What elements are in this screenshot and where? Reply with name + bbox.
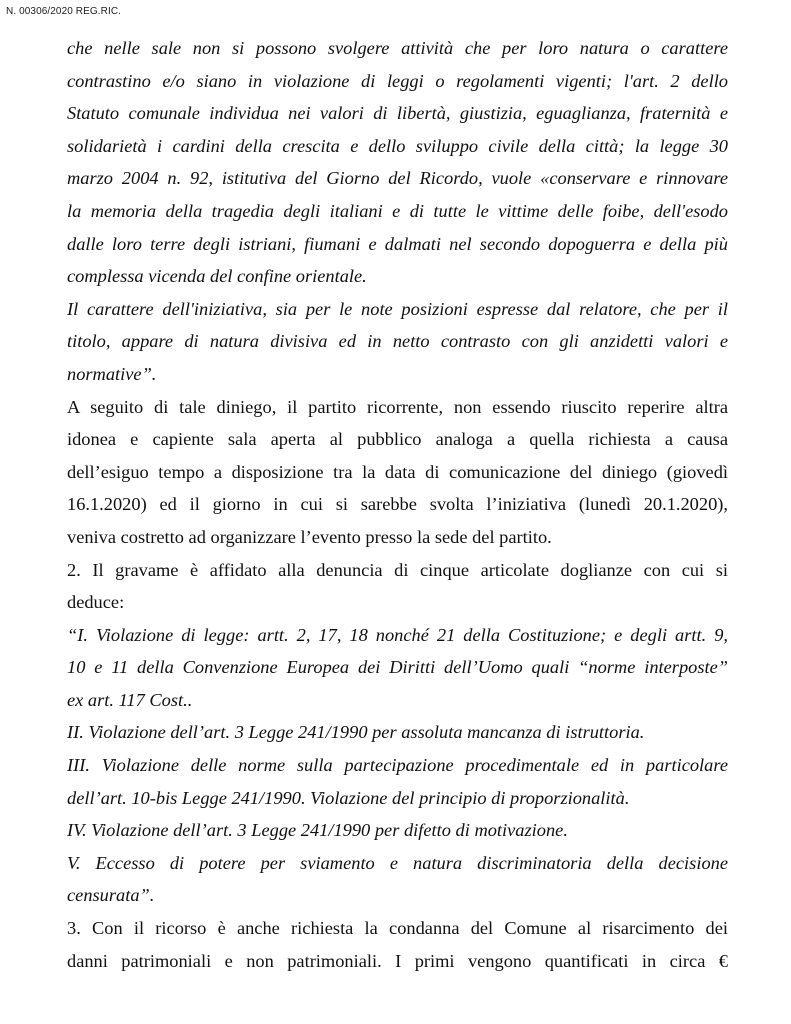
text-line: 3. Con il ricorso è anche richiesta la condanna del Comune al risarcimento dei	[67, 918, 728, 939]
text-line: V. Eccesso di potere per sviamento e natura discriminatoria della decisione	[67, 852, 728, 873]
text-line: deduce:	[67, 592, 125, 613]
text-line: titolo, appare di natura divisiva ed in netto contrasto con gli anzidetti valori e	[67, 331, 728, 352]
text-line: dalle loro terre degli istriani, fiumani e dalmati nel secondo dopoguerra e della più	[67, 233, 728, 254]
text-line: dell’esiguo tempo a disposizione tra la data di comunicazione del diniego (giovedì	[67, 461, 728, 482]
text-line: IV. Violazione dell’art. 3 Legge 241/1990 per difetto di motivazione.	[67, 820, 568, 841]
text-line: 16.1.2020) ed il giorno in cui si sarebbe svolta l’iniziativa (lunedì 20.1.2020),	[67, 494, 728, 515]
case-number-header: N. 00306/2020 REG.RIC.	[6, 6, 122, 17]
text-line: solidarietà i cardini della crescita e dello sviluppo civile della città; la legge 30	[67, 135, 728, 156]
text-line: marzo 2004 n. 92, istitutiva del Giorno del Ricordo, vuole «conservare e rinnovare	[67, 168, 728, 189]
text-line: dell’art. 10-bis Legge 241/1990. Violazione del principio di proporzionalità.	[67, 787, 630, 808]
text-line: censurata”.	[67, 885, 155, 906]
document-body	[67, 32, 728, 977]
text-line: che nelle sale non si possono svolgere attività che per loro natura o carattere	[67, 38, 728, 58]
text-line: 10 e 11 della Convenzione Europea dei Diritti dell’Uomo quali “norme interposte”	[67, 657, 728, 678]
text-line: Statuto comunale individua nei valori di libertà, giustizia, eguaglianza, fraternità e	[67, 103, 728, 124]
text-line: III. Violazione delle norme sulla partecipazione procedimentale ed in particolare	[67, 755, 728, 776]
text-line: danni patrimoniali e non patrimoniali. I primi vengono quantificati in circa €	[67, 950, 728, 971]
text-line: II. Violazione dell’art. 3 Legge 241/1990 per assoluta mancanza di istruttoria.	[67, 722, 645, 743]
text-line: veniva costretto ad organizzare l’evento presso la sede del partito.	[67, 526, 552, 547]
text-line: 2. Il gravame è affidato alla denuncia di cinque articolate doglianze con cui si	[67, 559, 728, 580]
text-line: ex art. 117 Cost..	[67, 689, 193, 710]
text-line: normative”.	[67, 363, 157, 384]
text-line: contrastino e/o siano in violazione di leggi o regolamenti vigenti; l'art. 2 dello	[67, 70, 728, 91]
text-line: complessa vicenda del confine orientale.	[67, 266, 367, 287]
text-line: la memoria della tragedia degli italiani e di tutte le vittime delle foibe, dell'esodo	[67, 200, 728, 221]
text-line: idonea e capiente sala aperta al pubblico analoga a quella richiesta a causa	[67, 429, 728, 450]
text-line: Il carattere dell'iniziativa, sia per le note posizioni espresse dal relatore, che per il	[67, 298, 728, 319]
text-line: “I. Violazione di legge: artt. 2, 17, 18 nonché 21 della Costituzione; e degli artt. 9,	[67, 624, 728, 645]
text-line: A seguito di tale diniego, il partito ricorrente, non essendo riuscito reperire altra	[67, 396, 728, 417]
